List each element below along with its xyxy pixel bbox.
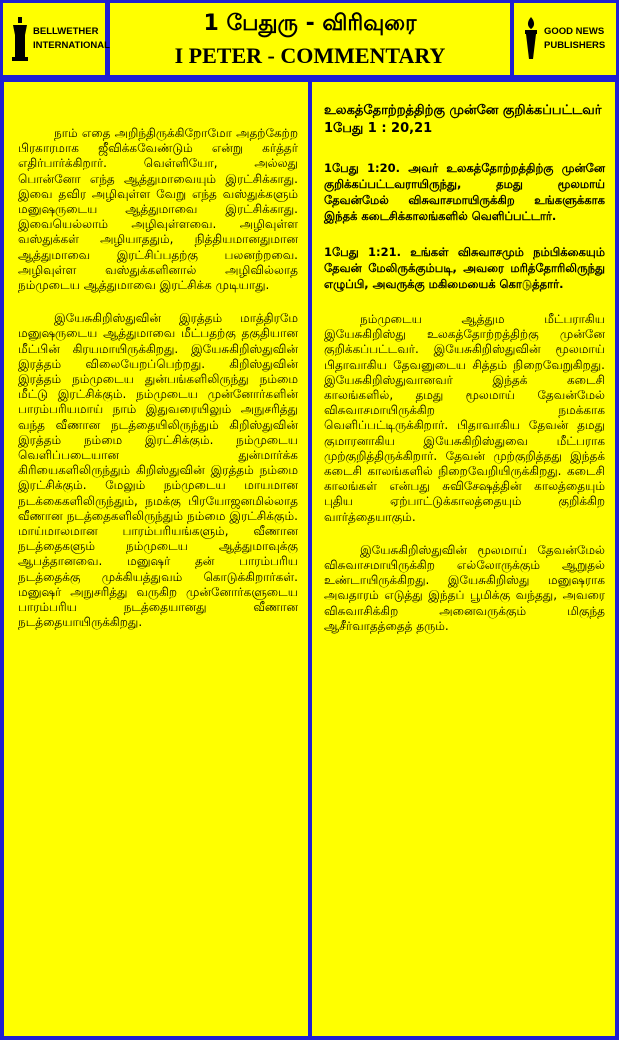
body-paragraph: இயேசுகிறிஸ்துவின் மூலமாய் தேவன்மேல் விசுவாசமாயிருக்கிற எல்லோருக்கும் ஆறுதல் உண்டாயிருக்கிறது. இயேசுகிறிஸ்து மனுஷராக அவதாரம் எடுத்து இந்தப் பூமிக்கு வந்தது, அவரை விசுவாசிக்கிற அனைவருக்கும் மிகுந்த ஆசீர்வாதத்தைத் தரும். bbox=[324, 542, 605, 633]
body-paragraph: இயேசுகிறிஸ்துவின் இரத்தம் மாத்திரமே மனுஷருடைய ஆத்துமாவை மீட்பதற்கு தகுதியான மீட்பின் கிரயமாயிருக்கிறது. இயேசுகிறிஸ்துவின் இரத்தம் விலையேறப்பெற்றது. கிறிஸ்துவின் இரத்தம் நம்முடைய துன்பங்களிலிருந்து நம்மை மீட்டு இரட்சிக்கும். நம்முடைய முன்னோர்களின் பாரம்பரியமாய் நாம் இதுவரையிலும் அநுசரித்து வந்த வீணான நடத்தையிலிருந்தும் கிறிஸ்துவின் இரத்தம் நம்மை இரட்சிக்கும். நம்முடைய வெளிப்படையான துன்மார்க்க கிரியைகளிலிருந்தும் கிறிஸ்துவின் இரத்தம் நம்மை இரட்சிக்கும். மேலும் நம்முடைய மாயமான நடக்கைகளிலிருந்தும், நமக்கு பிரயோஜனமில்லாத வீணான நடத்தைகளிலிருந்தும் நம்மை இரட்சிக்கும். மாய்மாலமான பாரம்பரியங்களும், வீணான நடத்தைகளும் நம்முடைய ஆத்துமாவுக்கு ஆபத்தானவை. மனுஷர் தன் பாரம்பரிய நடத்தைக்கு முக்கியத்துவம் கொடுக்கிறார்கள். மனுஷர் அநுசரித்து வருகிற முன்னோர்களுடைய பாரம்பரிய நடத்தையானது வீணான நடத்தையாயிருக்கிறது. bbox=[18, 311, 298, 630]
left-column bbox=[4, 82, 308, 1036]
logo-line-1: BELLWETHER bbox=[33, 26, 99, 37]
good-news-logo-text bbox=[544, 25, 616, 53]
right-column bbox=[312, 82, 615, 1036]
page-title-english: I PETER - COMMENTARY bbox=[174, 43, 446, 68]
section-heading bbox=[324, 102, 605, 138]
logo-line-2: INTERNATIONAL bbox=[33, 40, 110, 51]
good-news-logo bbox=[514, 3, 616, 75]
torch-icon bbox=[520, 15, 542, 63]
bell-tower-icon bbox=[9, 15, 31, 63]
body-paragraph: நம்முடைய ஆத்தும மீட்பராகிய இயேசுகிறிஸ்து உலகத்தோற்றத்திற்கு முன்னே குறிக்கப்பட்டவர். இயேசுகிறிஸ்துவின் மூலமாய் பிதாவாகிய தேவனுடைய சித்தம் நிறைவேறுகிறது. இயேசுகிறிஸ்துவானவர் இந்தக் கடைசி காலங்களில், தமது மூலமாய் தேவன்மேல் விசுவாசமாயிருக்கிற நமக்காக வெளிப்பட்டிருக்கிறார். பிதாவாகிய தேவன் தமது குமாரனாகிய இயேசுகிறிஸ்துவை மீட்பராக முற்குறித்திருக்கிறார். தேவன் முற்குறித்தது இந்தக் கடைசி காலங்களில் நிறைவேறியிருக்கிறது. கடைசி காலங்கள் என்பது சுவிசேஷத்தின் காலத்தையும் புதிய ஏற்பாட்டுக்காலத்தையும் குறிக்கிற வார்த்தையாகும். bbox=[324, 312, 605, 524]
bellwether-logo-text bbox=[33, 25, 110, 53]
section-heading-title: உலகத்தோற்றத்திற்கு முன்னே குறிக்கப்பட்டவர் bbox=[324, 103, 602, 118]
section-heading-reference: 1பேது 1 : 20,21 bbox=[324, 121, 433, 136]
bible-verse: 1பேது 1:20. அவர் உலகத்தோற்றத்திற்கு முன்னே குறிக்கப்பட்டவராயிருந்து, தமது மூலமாய் தேவன்மேல் விசுவாசமாயிருக்கிற உங்களுக்காக இந்தக் கடைசிக்காலங்களில் வெளிப்பட்டார். bbox=[324, 161, 605, 223]
logo-line-1: GOOD NEWS bbox=[544, 26, 605, 37]
page-header bbox=[0, 0, 619, 78]
page-title-tamil: 1 பேதுரு - விரிவுரை bbox=[203, 11, 417, 36]
logo-line-2: PUBLISHERS bbox=[544, 40, 606, 51]
bible-verse: 1பேது 1:21. உங்கள் விசுவாசமும் நம்பிக்கையும் தேவன் மேலிருக்கும்படி, அவரை மரித்தோரிலிருந்து எழுப்பி, அவருக்கு மகிமையைக் கொடுத்தார். bbox=[324, 245, 605, 291]
body-paragraph: நாம் எதை அறிந்திருக்கிறோமோ அதற்கேற்ற பிரகாரமாக ஜீவிக்கவேண்டும் என்று கர்த்தர் எதிர்பார்க்கிறார். வெள்ளியோ, அல்லது பொன்னோ எந்த ஆத்துமாவையும் இரட்சிக்காது. இவை தவிர அழிவுள்ள வேறு எந்த வஸ்துக்களும் மனுஷருடைய ஆத்துமாவை இரட்சிக்காது. இவையெல்லாம் அழிவுள்ளவை. அழிவுள்ள வஸ்துக்கள் அழியாததும், நித்தியமானதுமான ஆத்துமாவை இரட்சிப்பதற்கு பலனற்றவை. அழிவுள்ள வஸ்துக்களினால் அழிவில்லாத நம்முடைய ஆத்துமாவை இரட்சிக்க முடியாது. bbox=[18, 126, 298, 293]
title-box bbox=[110, 3, 510, 75]
bellwether-logo bbox=[3, 3, 110, 75]
